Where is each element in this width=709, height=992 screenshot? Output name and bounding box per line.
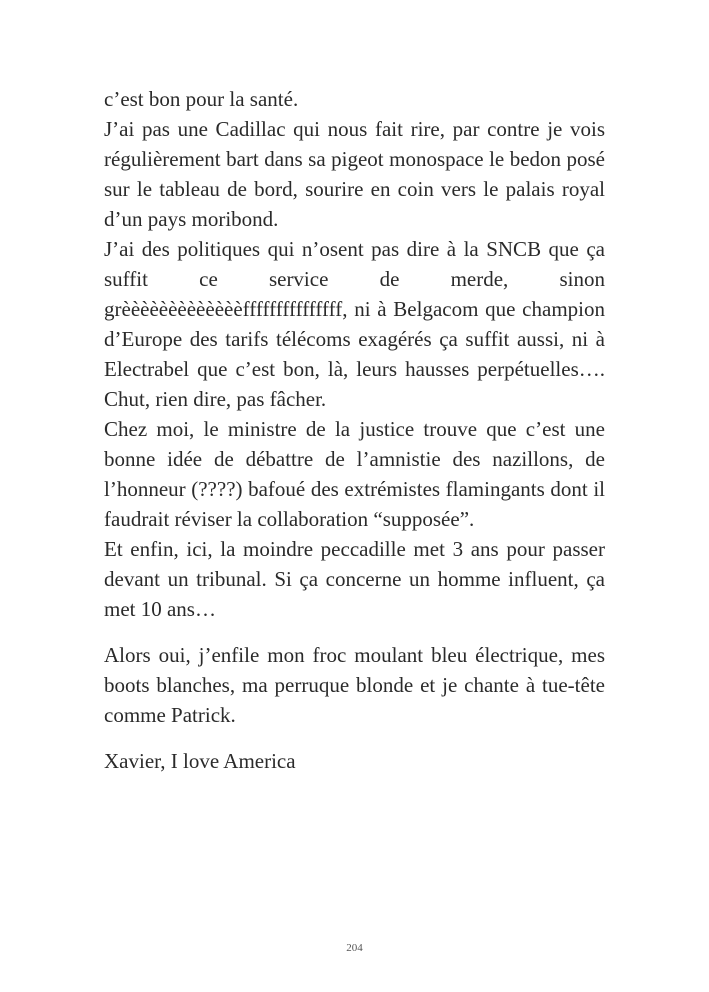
signature: Xavier, I love America bbox=[104, 749, 296, 773]
paragraph-politiques: J’ai des politiques qui n’osent pas dire à la SNCB que ça suffit ce service de merde, sinon grèèèèèèèèèèèèèfffffffffffffff, ni à Belgacom que champion d’Europe des tarifs télécoms exagérés ça suffit aussi, ni à Electrabel que c’est bon, là, leurs hausses perpétuelles…. Chut, rien dire, pas fâcher. bbox=[104, 237, 605, 411]
page-number: 204 bbox=[346, 942, 363, 954]
paragraph-sante: c’est bon pour la santé. bbox=[104, 87, 299, 111]
body-text bbox=[104, 84, 605, 776]
paragraph-alors-oui: Alors oui, j’enfile mon froc moulant bleu électrique, mes boots blanches, ma perruque blonde et je chante à tue-tête comme Patrick. bbox=[104, 643, 605, 727]
paragraph-ministre: Chez moi, le ministre de la justice trouve que c’est une bonne idée de débattre de l’amnistie des nazillons, de l’honneur (????) bafoué des extrémistes flamingants dont il faudrait réviser la collaboration “supposée”. bbox=[104, 417, 605, 531]
paragraph-tribunal: Et enfin, ici, la moindre peccadille met 3 ans pour passer devant un tribunal. Si ça concerne un homme influent, ça met 10 ans… bbox=[104, 537, 605, 621]
paragraph-cadillac: J’ai pas une Cadillac qui nous fait rire, par contre je vois régulièrement bart dans sa pigeot monospace le bedon posé sur le tableau de bord, sourire en coin vers le palais royal d’un pays moribond. bbox=[104, 117, 605, 231]
